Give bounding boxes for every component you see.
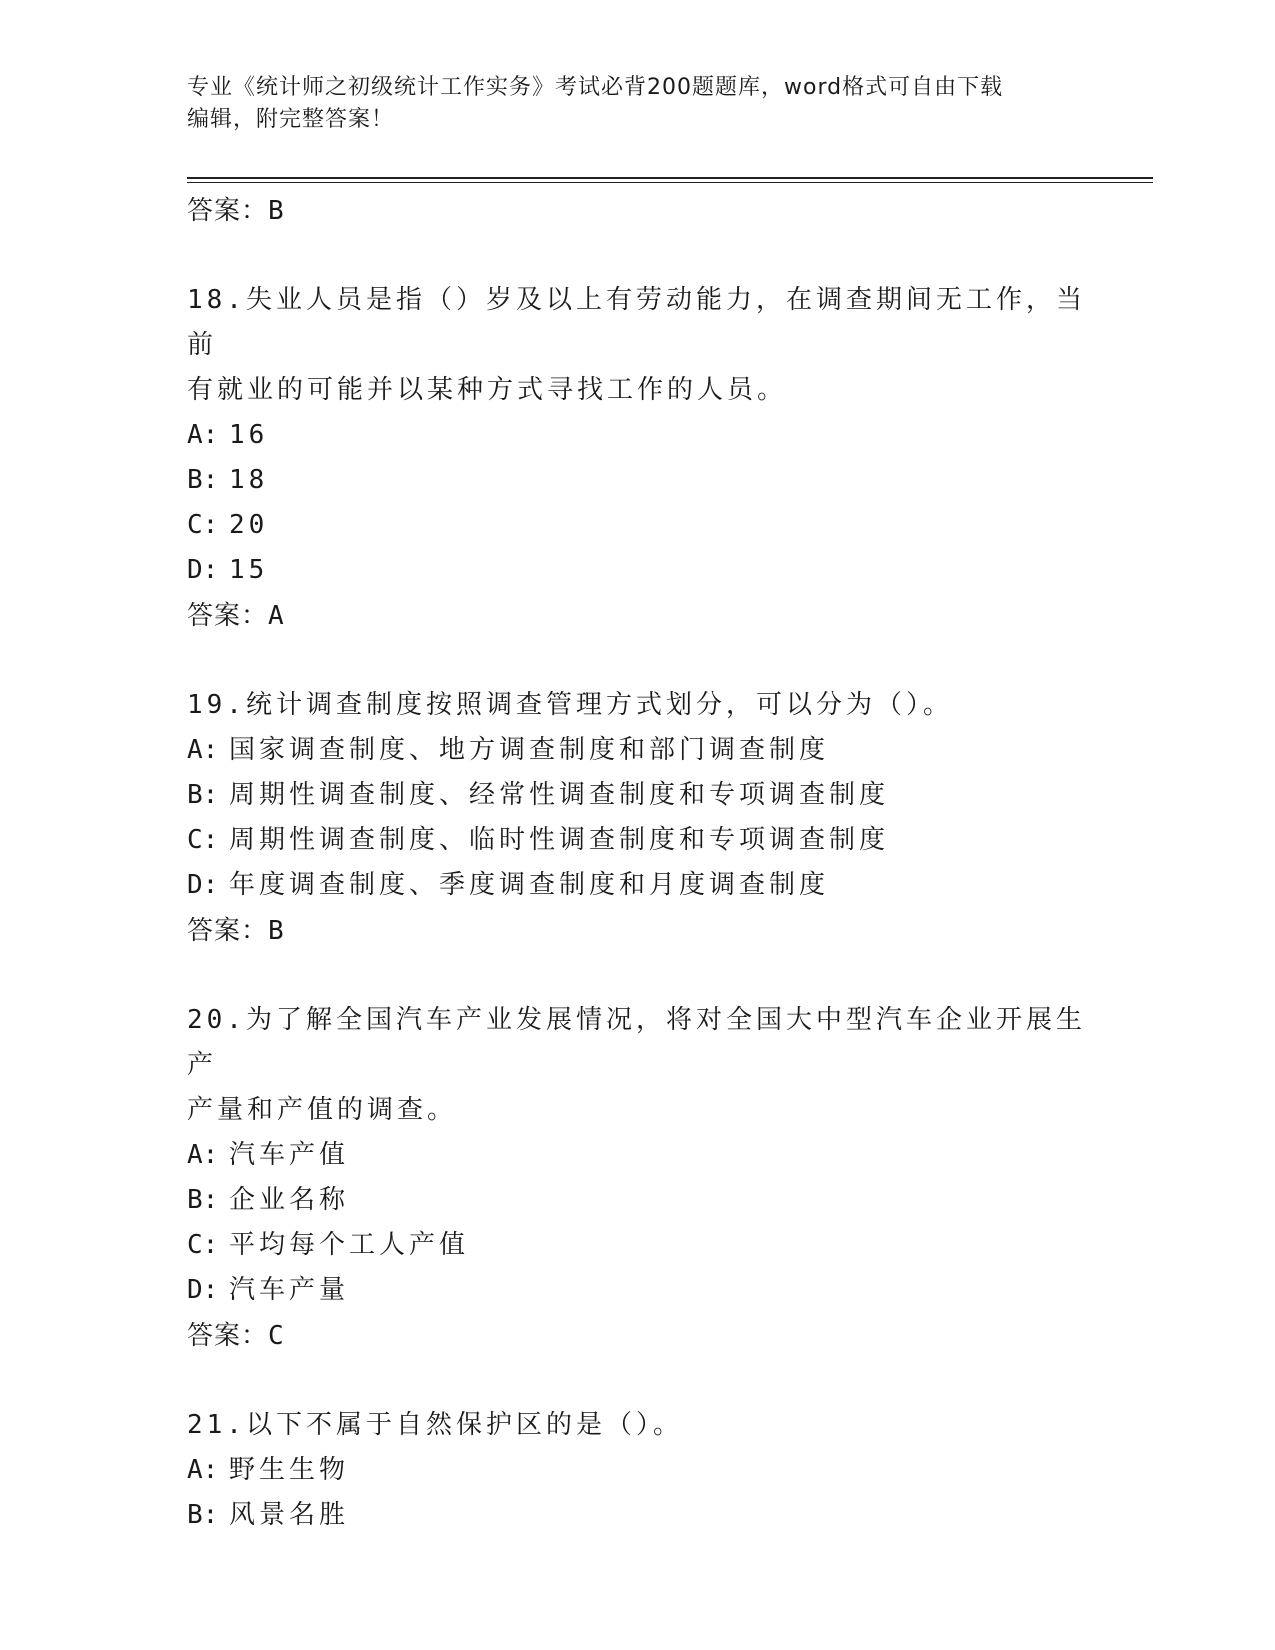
option-b: B: 周期性调查制度、经常性调查制度和专项调查制度 [187, 780, 890, 810]
answer-line: 答案：A [187, 601, 285, 631]
option-b: B: 风景名胜 [187, 1500, 350, 1530]
document-header [187, 72, 1087, 136]
answer-line: 答案：C [187, 1321, 285, 1351]
question-list [187, 188, 1087, 1538]
option-a: A: 16 [187, 420, 269, 450]
header-divider-thin [187, 182, 1153, 183]
option-d: D: 汽车产量 [187, 1275, 350, 1305]
answer-line: 答案：B [187, 196, 285, 226]
question-19 [187, 683, 1087, 954]
question-text: 19.统计调查制度按照调查管理方式划分，可以分为（）。 [187, 690, 953, 720]
option-b: B: 18 [187, 465, 269, 495]
option-a: A: 汽车产值 [187, 1140, 350, 1170]
option-c: C: 平均每个工人产值 [187, 1230, 470, 1260]
question-21 [187, 1403, 1087, 1538]
question-text: 18.失业人员是指（）岁及以上有劳动能力，在调查期间无工作，当前 有就业的可能并以某种方式寻找工作的人员。 [187, 285, 1086, 405]
header-line-1: 专业《统计师之初级统计工作实务》考试必背200题题库，word格式可自由下载 [187, 75, 1004, 100]
question-text: 20.为了解全国汽车产业发展情况，将对全国大中型汽车企业开展生产 产量和产值的调查。 [187, 1005, 1086, 1125]
header-divider-thick [187, 177, 1153, 179]
option-d: D: 年度调查制度、季度调查制度和月度调查制度 [187, 870, 830, 900]
answer-line: 答案：B [187, 916, 285, 946]
header-line-2: 编辑，附完整答案！ [187, 107, 395, 132]
question-18 [187, 278, 1087, 639]
option-a: A: 野生生物 [187, 1455, 350, 1485]
option-b: B: 企业名称 [187, 1185, 350, 1215]
question-20 [187, 998, 1087, 1359]
option-c: C: 20 [187, 510, 269, 540]
option-d: D: 15 [187, 555, 269, 585]
question-text: 21.以下不属于自然保护区的是（）。 [187, 1410, 683, 1440]
option-c: C: 周期性调查制度、临时性调查制度和专项调查制度 [187, 825, 890, 855]
option-a: A: 国家调查制度、地方调查制度和部门调查制度 [187, 735, 830, 765]
